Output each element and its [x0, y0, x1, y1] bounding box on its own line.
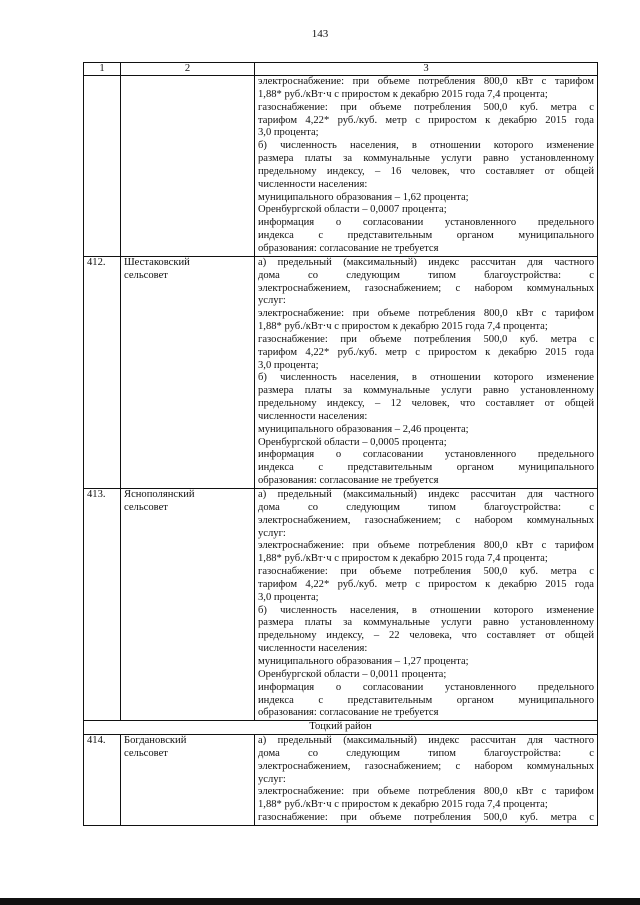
table-body	[84, 76, 598, 826]
description-line: 3,0 процента;	[258, 591, 319, 603]
municipality-name-line: сельсовет	[124, 269, 168, 281]
description-line: размера платы за коммунальные услуги равно установленному	[258, 617, 594, 629]
municipality-name	[121, 489, 255, 721]
description-line: 1,88* руб./кВт⋅ч с приростом к декабрю 2015 года 7,4 процента;	[258, 88, 548, 100]
description-line: образования: согласование не требуется	[258, 242, 439, 254]
description-line: услуг:	[258, 527, 286, 539]
row-number: 413.	[84, 489, 121, 721]
scan-edge-bar	[0, 898, 640, 905]
description-line: электроснабжением, газоснабжением; с набором коммунальных	[258, 514, 594, 526]
description-line: индекса с представительным органом муниципального	[258, 230, 594, 242]
description-line: электроснабжение: при объеме потребления 800,0 кВт с тарифом	[258, 76, 594, 87]
description-cell	[255, 256, 598, 488]
description-line: 1,88* руб./кВт⋅ч с приростом к декабрю 2015 года 7,4 процента;	[258, 321, 548, 333]
description-line: Оренбургской области – 0,0005 процента;	[258, 436, 447, 448]
district-title: Тоцкий район	[84, 721, 598, 735]
description-line: электроснабжение: при объеме потребления 800,0 кВт с тарифом	[258, 786, 594, 798]
description-line: предельному индексу, – 22 человека, что составляет от общей	[258, 630, 594, 642]
description-line: а) предельный (максимальный) индекс рассчитан для частного	[258, 735, 594, 747]
description-line: размера платы за коммунальные услуги равно установленному	[258, 385, 594, 397]
description-line: индекса с представительным органом муниципального	[258, 694, 594, 706]
description-line: размера платы за коммунальные услуги равно установленному	[258, 153, 594, 165]
description-line: газоснабжение: при объеме потребления 500,0 куб. метра с	[258, 812, 594, 824]
description-line: информация о согласовании установленного предельного	[258, 681, 594, 693]
table-header-row	[84, 63, 598, 76]
description-line: тарифом 4,22* руб./куб. метр с приростом к декабрю 2015 года	[258, 346, 594, 358]
description-line: муниципального образования – 2,46 процента;	[258, 423, 469, 435]
description-line: индекса с представительным органом муниципального	[258, 462, 594, 474]
description-line: численности населения:	[258, 178, 368, 190]
description-line: образования: согласование не требуется	[258, 707, 439, 719]
description-cell	[255, 735, 598, 826]
column-header: 1	[84, 63, 121, 76]
description-line: численности населения:	[258, 410, 368, 422]
municipality-name-line: Яснополянский	[124, 489, 195, 500]
description-line: тарифом 4,22* руб./куб. метр с приростом к декабрю 2015 года	[258, 578, 594, 590]
description-line: дома со следующим типом благоустройства: с	[258, 747, 594, 759]
municipality-name	[121, 76, 255, 257]
description-line: дома со следующим типом благоустройства: с	[258, 269, 594, 281]
description-line: 3,0 процента;	[258, 359, 319, 371]
column-header: 3	[255, 63, 598, 76]
description-line: услуг:	[258, 295, 286, 307]
municipality-name-line: сельсовет	[124, 501, 168, 513]
description-line: дома со следующим типом благоустройства: с	[258, 501, 594, 513]
municipality-name-line: Шестаковский	[124, 256, 190, 268]
data-table	[83, 62, 598, 826]
description-line: муниципального образования – 1,62 процента;	[258, 191, 469, 203]
district-row	[84, 721, 598, 735]
description-line: электроснабжение: при объеме потребления 800,0 кВт с тарифом	[258, 540, 594, 552]
description-line: образования: согласование не требуется	[258, 475, 439, 487]
description-line: газоснабжение: при объеме потребления 500,0 куб. метра с	[258, 333, 594, 345]
row-number	[84, 76, 121, 257]
municipality-name-line: сельсовет	[124, 747, 168, 759]
description-line: численности населения:	[258, 643, 368, 655]
description-line: 3,0 процента;	[258, 127, 319, 139]
municipality-name-line: Богдановский	[124, 735, 187, 747]
description-line: а) предельный (максимальный) индекс рассчитан для частного	[258, 256, 594, 268]
description-line: 1,88* руб./кВт⋅ч с приростом к декабрю 2015 года 7,4 процента;	[258, 799, 548, 811]
description-line: электроснабжение: при объеме потребления 800,0 кВт с тарифом	[258, 308, 594, 320]
description-line: Оренбургской области – 0,0011 процента;	[258, 668, 447, 680]
municipality-name	[121, 256, 255, 488]
description-line: газоснабжение: при объеме потребления 500,0 куб. метра с	[258, 566, 594, 578]
description-line: предельному индексу, – 12 человек, что составляет от общей	[258, 398, 594, 410]
description-line: газоснабжение: при объеме потребления 500,0 куб. метра с	[258, 101, 594, 113]
description-line: а) предельный (максимальный) индекс рассчитан для частного	[258, 489, 594, 500]
municipality-name	[121, 735, 255, 826]
table-row	[84, 489, 598, 721]
table-row	[84, 735, 598, 826]
description-line: электроснабжением, газоснабжением; с набором коммунальных	[258, 760, 594, 772]
description-line: предельному индексу, – 16 человек, что составляет от общей	[258, 165, 594, 177]
description-line: муниципального образования – 1,27 процента;	[258, 655, 469, 667]
description-cell	[255, 489, 598, 721]
description-line: б) численность населения, в отношении которого изменение	[258, 372, 594, 384]
description-line: б) численность населения, в отношении которого изменение	[258, 604, 594, 616]
row-number: 412.	[84, 256, 121, 488]
description-line: б) численность населения, в отношении которого изменение	[258, 140, 594, 152]
description-line: 1,88* руб./кВт⋅ч с приростом к декабрю 2015 года 7,4 процента;	[258, 553, 548, 565]
row-number: 414.	[84, 735, 121, 826]
description-line: услуг:	[258, 773, 286, 785]
table-row	[84, 256, 598, 488]
description-cell	[255, 76, 598, 257]
table-row	[84, 76, 598, 257]
description-line: информация о согласовании установленного предельного	[258, 449, 594, 461]
description-line: информация о согласовании установленного предельного	[258, 217, 594, 229]
page-number: 143	[311, 28, 329, 40]
description-line: тарифом 4,22* руб./куб. метр с приростом к декабрю 2015 года	[258, 114, 594, 126]
column-header: 2	[121, 63, 255, 76]
description-line: Оренбургской области – 0,0007 процента;	[258, 204, 447, 216]
description-line: электроснабжением, газоснабжением; с набором коммунальных	[258, 282, 594, 294]
